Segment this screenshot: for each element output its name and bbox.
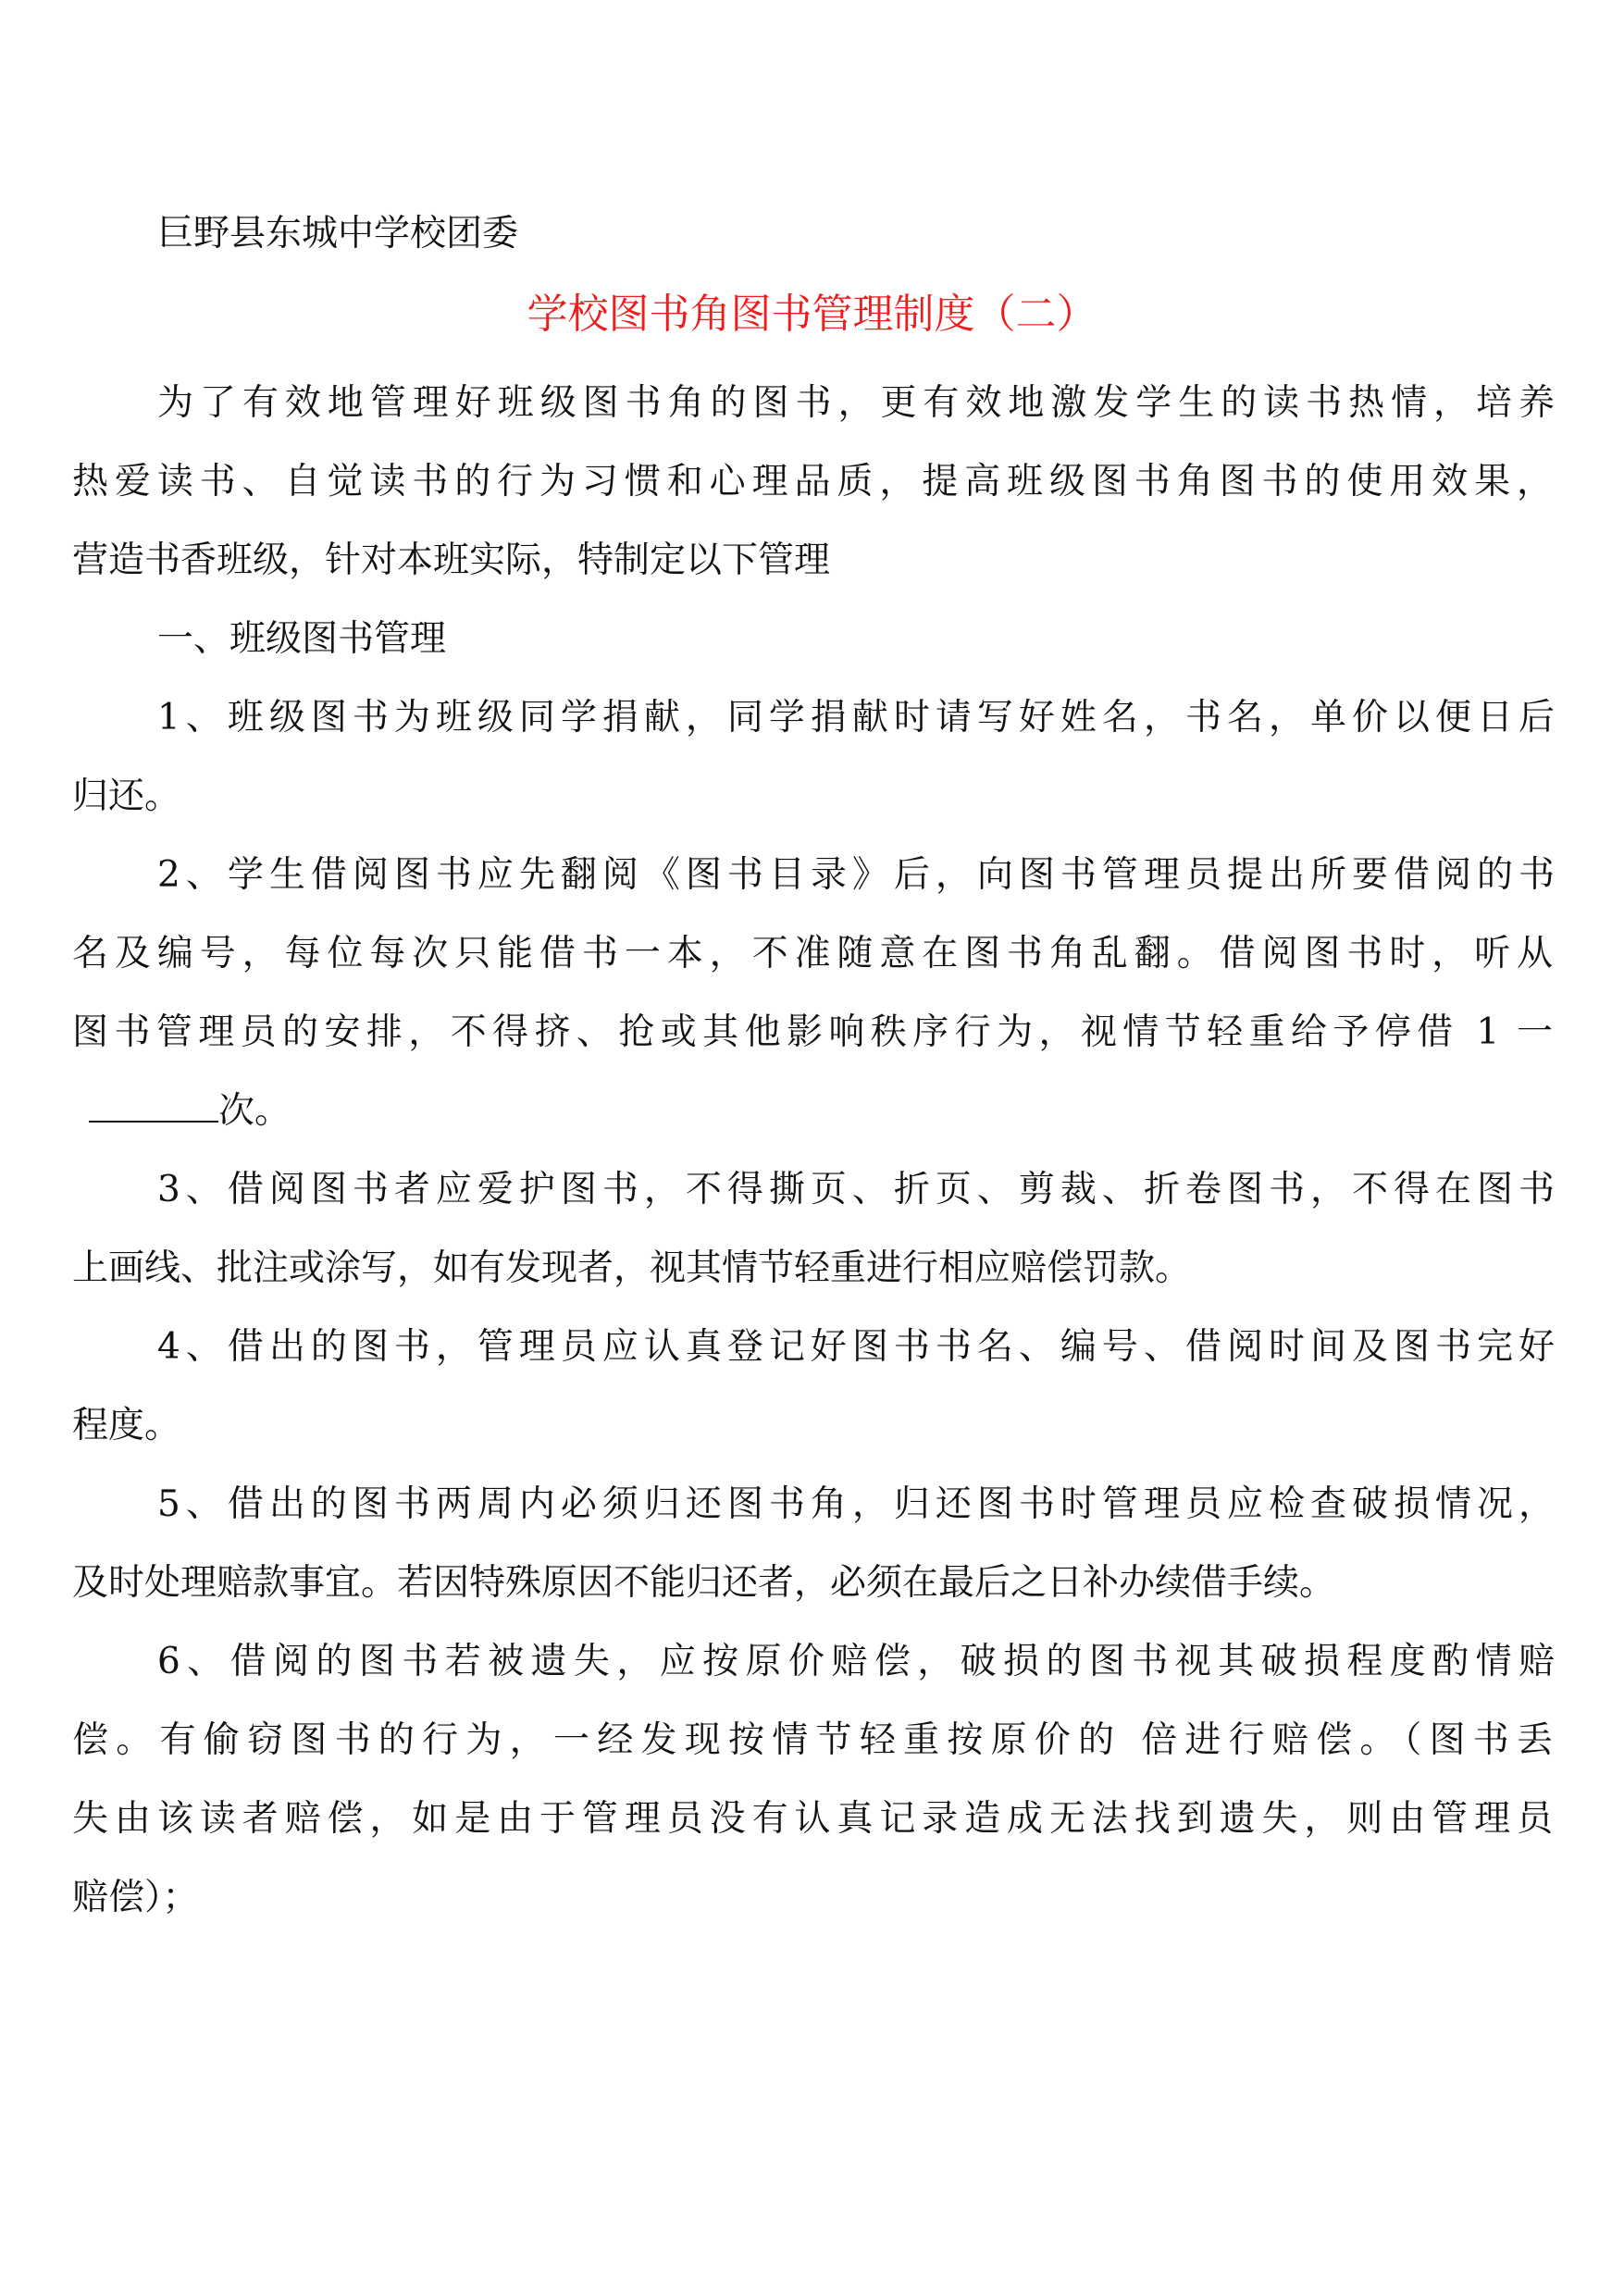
rule-1-line-1: 1、班级图书为班级同学捐献，同学捐献时请写好姓名，书名，单价以便日后 [157, 697, 1555, 738]
rule-6-line-3: 失由该读者赔偿，如是由于管理员没有认真记录造成无法找到遗失，则由管理员 [72, 1798, 1553, 1840]
section-heading: 一、班级图书管理 [157, 618, 447, 660]
rule-6-line-1: 6、借阅的图书若被遗失，应按原价赔偿，破损的图书视其破损程度酌情赔 [157, 1641, 1555, 1682]
rule-6-line-2: 偿。有偷窃图书的行为，一经发现按情节轻重按原价的 倍进行赔偿。（图书丢 [72, 1719, 1553, 1761]
rule-3-line-2: 上画线、批注或涂写，如有发现者，视其情节轻重进行相应赔偿罚款。 [72, 1247, 1192, 1289]
rule-4-line-2: 程度。 [72, 1405, 181, 1446]
rule-2-line-1: 2、学生借阅图书应先翻阅《图书目录》后，向图书管理员提出所要借阅的书 [157, 854, 1555, 896]
rule-2-line-4-text: 次。 [218, 1090, 291, 1132]
rule-2-line-2: 名及编号，每位每次只能借书一本，不准随意在图书角乱翻。借阅图书时，听从 [72, 933, 1553, 974]
rule-5-line-2: 及时处理赔款事宜。若因特殊原因不能归还者，必须在最后之日补办续借手续。 [72, 1562, 1336, 1604]
rule-5-line-1: 5、借出的图书两周内必须归还图书角，归还图书时管理员应检查破损情况， [157, 1483, 1555, 1525]
rule-4-line-1: 4、借出的图书，管理员应认真登记好图书书名、编号、借阅时间及图书完好 [157, 1326, 1555, 1368]
rule-2-line-4 [72, 1087, 1553, 1135]
rule-3-line-1: 3、借阅图书者应爱护图书，不得撕页、折页、剪裁、折卷图书，不得在图书 [157, 1169, 1555, 1210]
document-title: 学校图书角图书管理制度（二） [527, 291, 1097, 338]
rule-1-line-2: 归还。 [72, 775, 181, 817]
fill-in-blank [89, 1093, 218, 1123]
rule-6-line-4: 赔偿）； [72, 1877, 199, 1918]
intro-line-1: 为了有效地管理好班级图书角的图书，更有效地激发学生的读书热情，培养 [157, 382, 1555, 424]
org-name: 巨野县东城中学校团委 [157, 213, 519, 254]
rule-2-line-3: 图书管理员的安排，不得挤、抢或其他影响秩序行为，视情节轻重给予停借 1 一 [72, 1011, 1553, 1053]
intro-line-3: 营造书香班级，针对本班实际，特制定以下管理 [72, 540, 831, 581]
intro-line-2: 热爱读书、自觉读书的行为习惯和心理品质，提高班级图书角图书的使用效果， [72, 461, 1553, 502]
